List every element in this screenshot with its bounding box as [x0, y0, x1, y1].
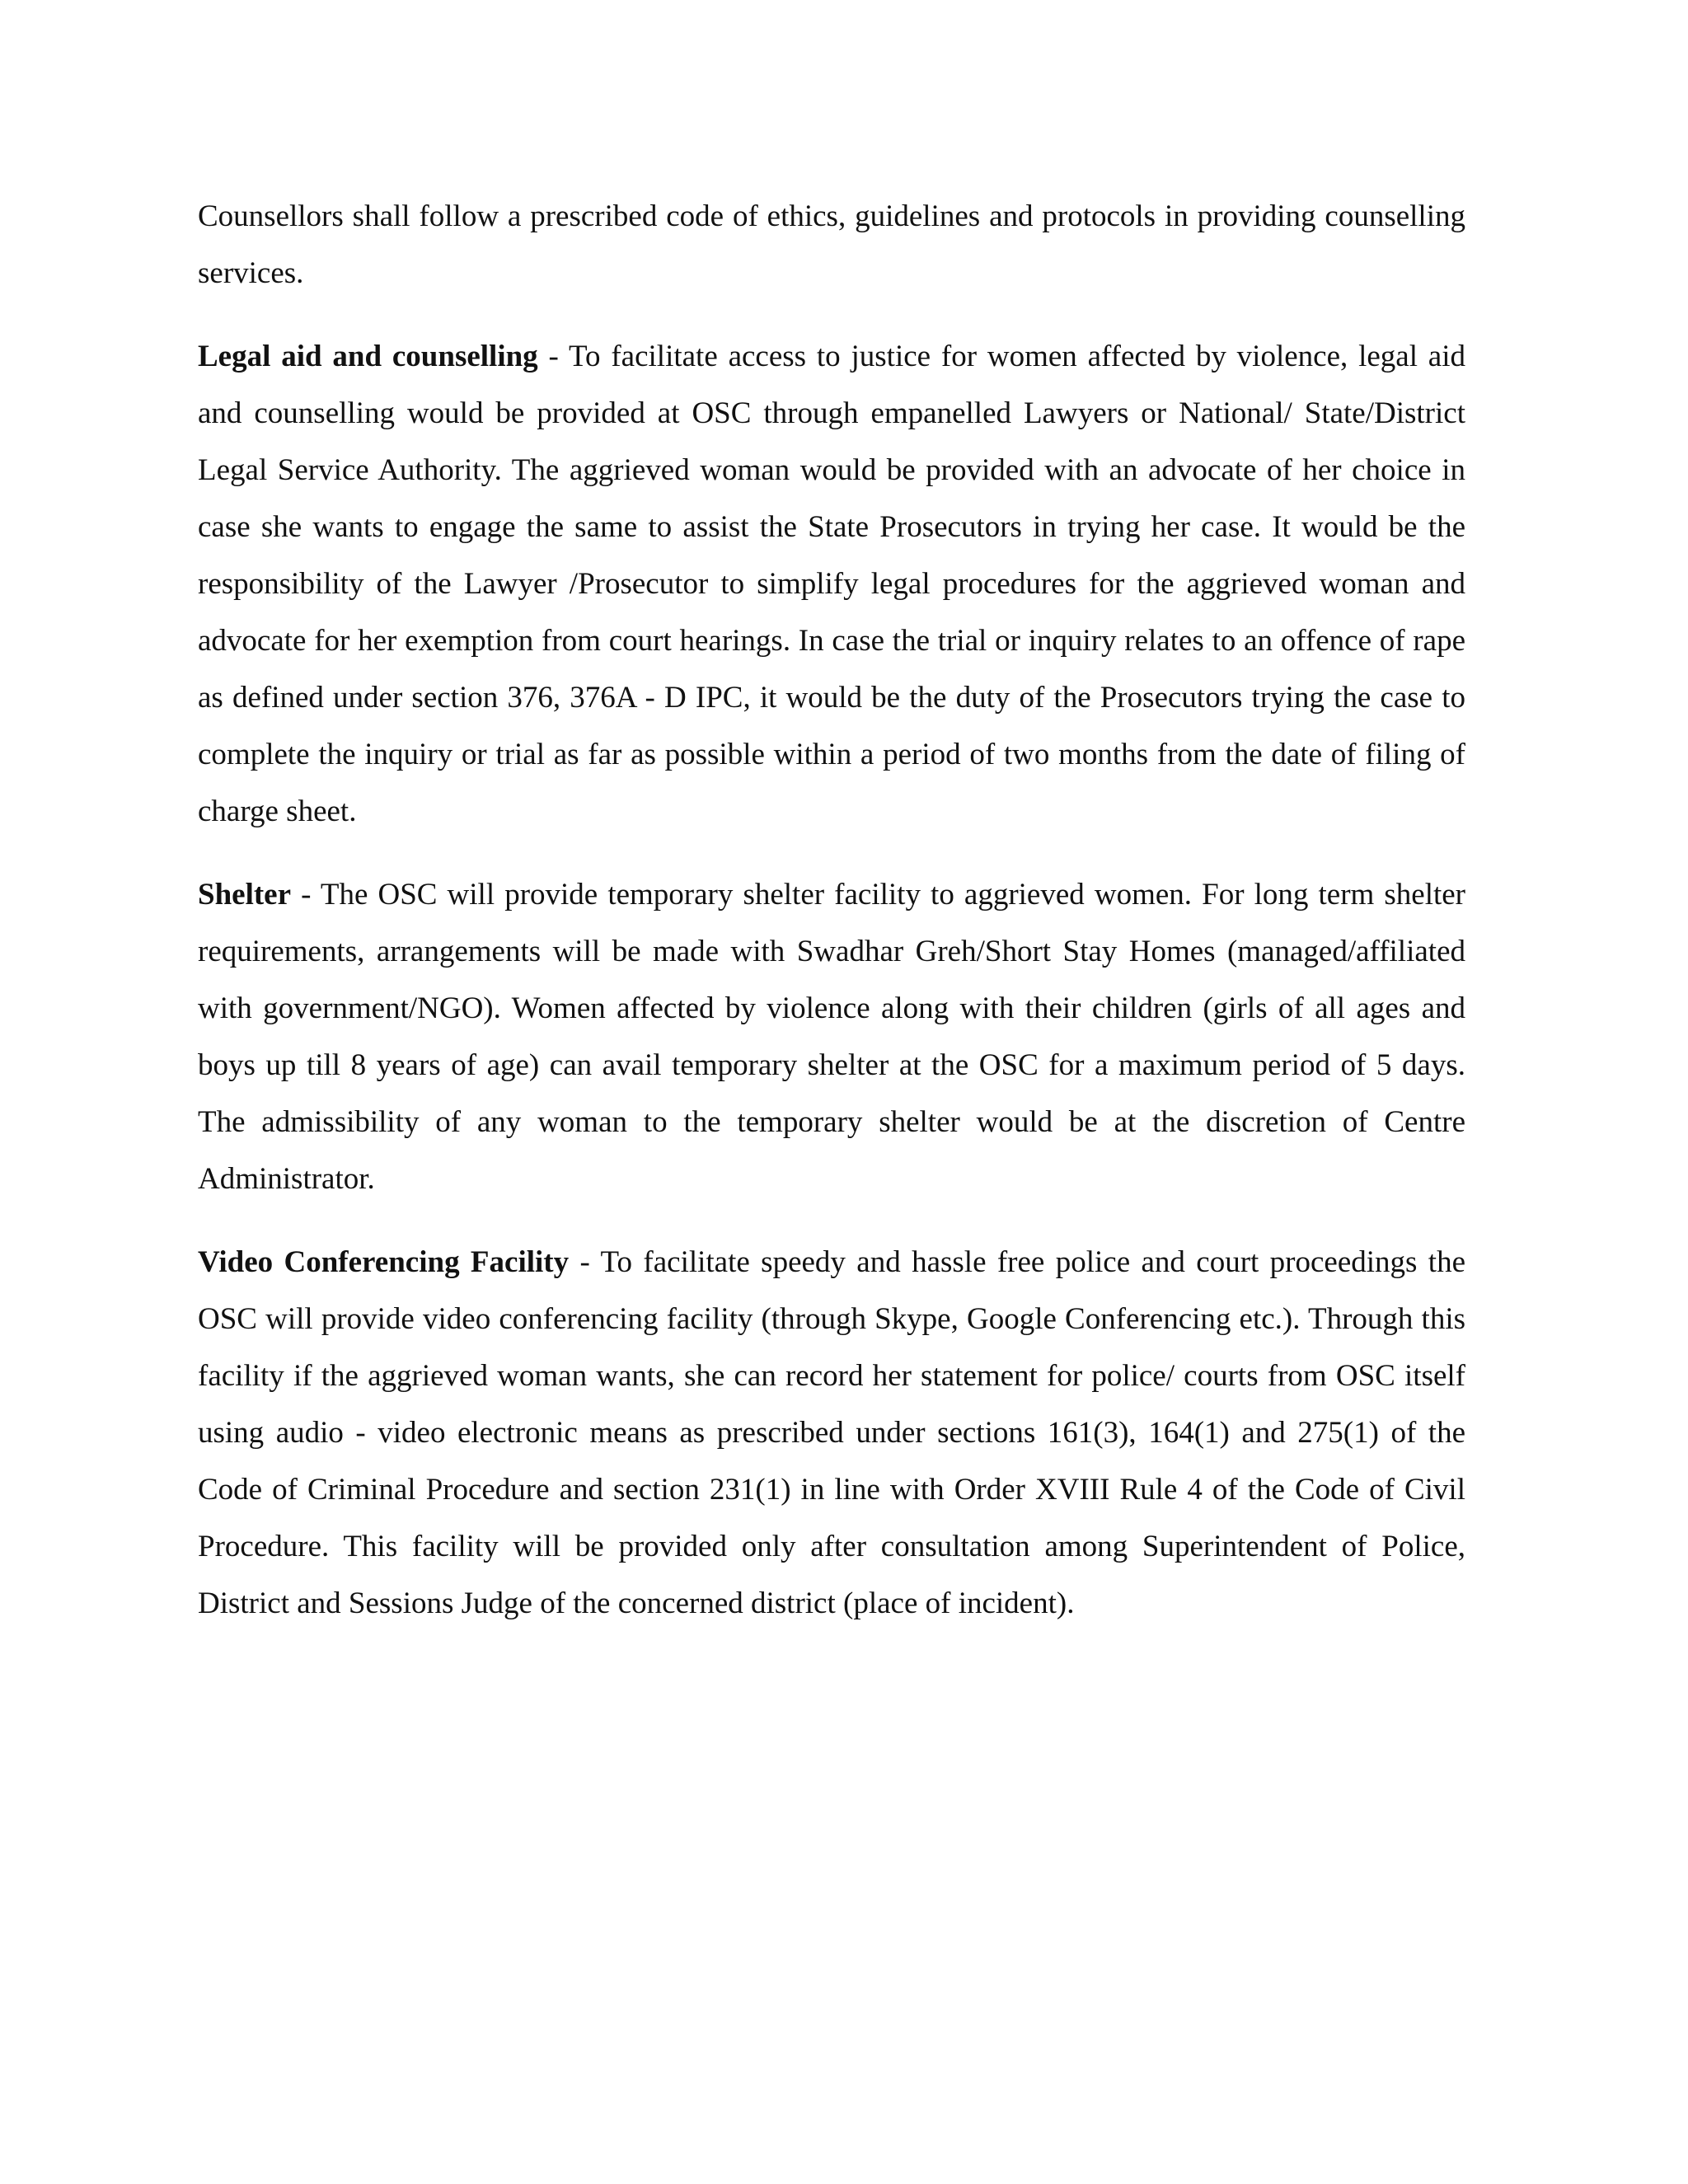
section-heading-video-conferencing: Video Conferencing Facility: [198, 1245, 570, 1279]
intro-text: Counsellors shall follow a prescribed code of ethics, guidelines and protocols in providing counselling services.: [198, 199, 1465, 290]
document-body: [198, 188, 1465, 1658]
section-shelter: [198, 866, 1465, 1207]
section-legal-aid: [198, 328, 1465, 840]
section-separator: -: [537, 340, 569, 373]
section-separator: -: [291, 878, 321, 912]
section-heading-shelter: Shelter: [198, 878, 292, 912]
section-separator: -: [569, 1245, 601, 1279]
section-text-video-conferencing: To facilitate speedy and hassle free police and court proceedings the OSC will provide video conferencing facility (through Skype, Google Conferencing etc.). Through this facility if the aggrieved woman wants, she can record her statement for police/ courts from OSC itself using audio - video electronic means as prescribed under sections 161(3), 164(1) and 275(1) of the Code of Criminal Procedure and section 231(1) in line with Order XVIII Rule 4 of the Code of Civil Procedure. This facility will be provided only after consultation among Superintendent of Police, District and Sessions Judge of the concerned district (place of incident).: [198, 1245, 1465, 1620]
section-text-legal-aid: To facilitate access to justice for women affected by violence, legal aid and counselling would be provided at OSC through empanelled Lawyers or National/ State/District Legal Service Authority. The aggrieved woman would be provided with an advocate of her choice in case she wants to engage the same to assist the State Prosecutors in trying her case. It would be the responsibility of the Lawyer /Prosecutor to simplify legal procedures for the aggrieved woman and advocate for her exemption from court hearings. In case the trial or inquiry relates to an offence of rape as defined under section 376, 376A - D IPC, it would be the duty of the Prosecutors trying the case to complete the inquiry or trial as far as possible within a period of two months from the date of filing of charge sheet.: [198, 340, 1466, 828]
section-heading-legal-aid: Legal aid and counselling: [198, 340, 538, 373]
section-text-shelter: The OSC will provide temporary shelter facility to aggrieved women. For long term shelter requirements, arrangements will be made with Swadhar Greh/Short Stay Homes (managed/affiliated with government/NGO). Women affected by violence along with their children (girls of all ages and boys up till 8 years of age) can avail temporary shelter at the OSC for a maximum period of 5 days. The admissibility of any woman to the temporary shelter would be at the discretion of Centre Administrator.: [198, 878, 1466, 1196]
intro-paragraph: [198, 188, 1465, 302]
section-video-conferencing: [198, 1234, 1465, 1632]
